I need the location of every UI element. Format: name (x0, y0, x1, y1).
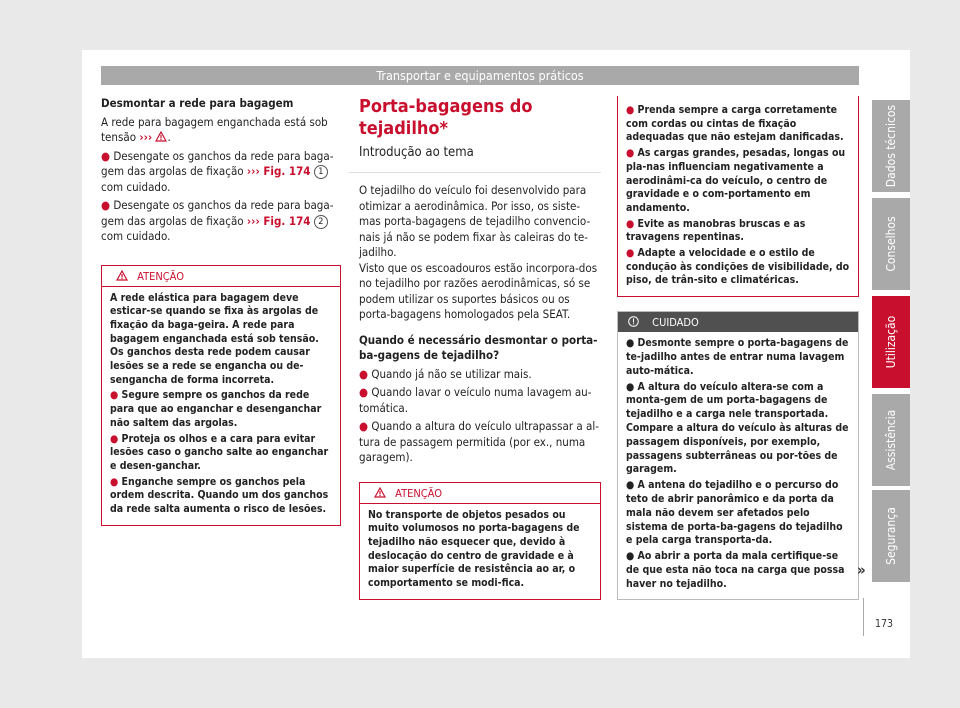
warning-item: ● Evite as manobras bruscas e as travagens repentinas. (626, 217, 806, 244)
caution-item: ● Ao abrir a porta da mala certifique-se de que esta não toca na carga que possa haver no tejadilho. (626, 550, 845, 590)
continue-marker: » (857, 561, 866, 579)
figure-link[interactable]: ››› Fig. 174 (246, 213, 311, 228)
warning-icon (116, 270, 128, 281)
list-item: ● Desengate os ganchos da rede para baga- gem das argolas de fixação ››› Fig. 174 1 com cuidado. (101, 148, 334, 194)
warning-box (359, 482, 601, 600)
section-title: Porta-bagagens do tejadilho* (359, 96, 533, 139)
list-item: ● Quando lavar o veículo numa lavagem au-tomática. (359, 385, 592, 415)
tab-seguranca[interactable]: Segurança (872, 490, 910, 582)
info-icon (628, 316, 639, 327)
bullet-icon: ● (101, 198, 111, 212)
warning-item: ● Proteja os olhos e a cara para evitar lesões caso o gancho salte ao enganchar e desen-ganchar. (110, 432, 329, 472)
tab-conselhos[interactable]: Conselhos (872, 198, 910, 290)
section-subtitle: Introdução ao tema (359, 145, 474, 160)
intro-text: A rede para bagagem enganchada está sob tensão ››› . (101, 114, 328, 144)
warning-item: ● Enganche sempre os ganchos pela ordem descrita. Quando um dos ganchos da rede salta aumenta o risco de lesões. (110, 475, 329, 516)
column-1 (101, 96, 341, 526)
warning-box (101, 265, 341, 526)
warning-box-content (618, 96, 858, 296)
tab-dados-tecnicos[interactable]: Dados técnicos (872, 100, 910, 192)
warning-box-header: ATENÇÃO (102, 266, 340, 287)
caution-item: ● Desmonte sempre o porta-bagagens de te-jadilho antes de entrar numa lavagem auto-mática. (626, 337, 849, 377)
column-3 (617, 96, 859, 600)
list-item: ● Desengate os ganchos da rede para baga- gem das argolas de fixação ››› Fig. 174 2 com cuidado. (101, 198, 334, 243)
warning-icon (374, 487, 386, 498)
paragraph: O tejadilho do veículo foi desenvolvido para otimizar a aerodinâmica. Por isso, os siste-mas porta-bagagens de tejadilho convencio-nais já não se podem fixar às caleiras do te-jadilho. (359, 183, 591, 259)
page-number: 173 (875, 618, 894, 630)
reference-arrows: ››› (139, 130, 153, 144)
warning-item: ● Segure sempre os ganchos da rede para que ao enganchar e desenganchar não saltem das argolas. (110, 389, 322, 429)
warning-item: ● Prenda sempre a carga corretamente com cordas ou cintas de fixação adequadas que não estejam danificadas. (626, 104, 844, 144)
bullet-icon: ● (101, 148, 111, 163)
warning-box-continued (617, 96, 859, 297)
paragraph: Visto que os escoadouros estão incorpora-dos no tejadilho por razões aerodinâmicas, só se podem utilizar os suportes básicos ou os porta-bagagens homologados pela SEAT. (359, 260, 598, 321)
list-item: ● Quando já não se utilizar mais. (359, 366, 532, 381)
tab-utilizacao[interactable]: Utilização (872, 296, 910, 388)
callout-number: 2 (314, 215, 328, 229)
warning-icon (155, 131, 167, 142)
callout-number: 1 (314, 165, 328, 179)
caution-box-header: CUIDADO (618, 312, 858, 332)
warning-box-content: A rede elástica para bagagem deve esticar-se quando se fixa às argolas de fixação da baga-geira. A rede para bagagem enganchada está sob tensão. Os ganchos desta rede podem causar lesões se a rede se engancha ou de-sengancha de forma incorreta. ● Segure sempre os ganchos da rede para que ao enganchar e desenganchar não saltem das argolas. ● Proteja os olhos e a cara para evitar lesões caso o gancho salte ao enganchar e desen-ganchar. ● Enganche sempre os ganchos pela ordem descrita. Quando um dos ganchos da rede salta aumenta o risco de lesões. (102, 287, 340, 525)
section-heading: Desmontar a rede para bagagem (101, 96, 294, 110)
question-heading: Quando é necessário desmontar o porta-ba-gagens de tejadilho? (359, 332, 598, 362)
column-2 (359, 96, 601, 600)
divider (863, 598, 864, 636)
caution-box (617, 311, 859, 600)
divider (349, 172, 601, 173)
warning-item: ● As cargas grandes, pesadas, longas ou pla-nas influenciam negativamente a aerodinâmi-ca do veículo, o centro de gravidade e o com-portamento em andamento. (626, 147, 846, 214)
list-item: ● Quando a altura do veículo ultrapassar a al-tura de passagem permitida (por ex., numa garagem). (359, 419, 599, 464)
caution-box-content (618, 332, 858, 599)
running-header: Transportar e equipamentos práticos (101, 66, 859, 85)
tab-assistencia[interactable]: Assistência (872, 394, 910, 486)
warning-item: ● Adapte a velocidade e o estilo de condução às condições de visibilidade, do piso, de trân-sito e climatéricas. (626, 247, 850, 287)
caution-item: ● A altura do veículo altera-se com a monta-gem de um porta-bagagens de tejadilho e a carga nele transportada. Compare a altura do veículo às alturas de passagem disponíveis, por exemplo, passagens subterrâneas ou por-tões de garagem. (626, 380, 849, 476)
warning-box-header: ATENÇÃO (360, 483, 600, 504)
figure-link[interactable]: ››› Fig. 174 (246, 164, 311, 178)
caution-item: ● A antena do tejadilho e o percurso do teto de abrir panorâmico e da porta da mala não devem ser afetados pelo sistema de porta-ba-gagens do tejadilho e pela carga transporta-da. (626, 479, 843, 547)
warning-box-content: No transporte de objetos pesados ou muito volumosos no porta-bagagens de tejadilho não esquecer que, devido à deslocação do centro de gravidade e à maior superfície de resistência ao ar, o comportamento se modi-fica. (368, 508, 580, 590)
